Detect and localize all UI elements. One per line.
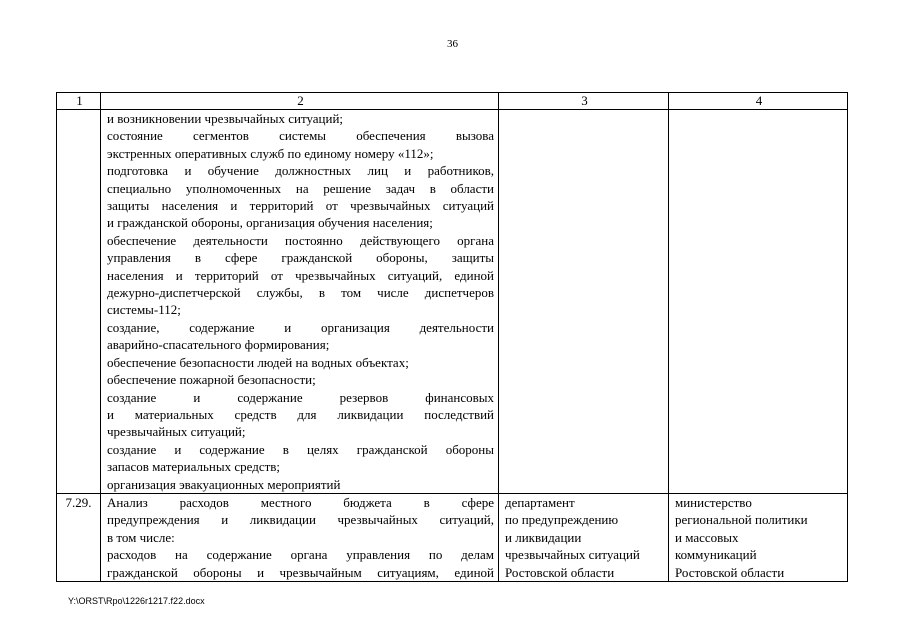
text-line: обеспечение деятельности постоянно действующего органа [107,232,494,248]
header-col-4: 4 [669,93,848,110]
text-line: департамент [505,494,575,510]
row-coordinator [669,110,848,494]
text-line: дежурно-диспетчерской службы, в том числе диспетчеров [107,285,494,301]
file-path-footer: Y:\ORST\Rpo\1226r1217.f22.docx [68,596,205,606]
text-line: министерство [675,494,752,510]
text-line: создание и содержание резервов финансовых [107,389,494,405]
text-line: Ростовской области [505,564,615,580]
text-line: и ликвидации [505,529,582,545]
document-table [56,92,848,582]
row-number [57,110,101,494]
text-line: подготовка и обучение должностных лиц и работников, [107,163,494,179]
text-line: чрезвычайных ситуаций; [107,424,246,440]
text-line: и массовых [675,529,739,545]
text-line: по предупреждению [505,512,619,528]
text-line: специально уполномоченных на решение задач в области [107,180,494,196]
text-line: создание и содержание в целях гражданской обороны [107,441,494,457]
row-number: 7.29. [57,493,101,581]
text-line: управления в сфере гражданской обороны, защиты [107,250,494,266]
header-col-3: 3 [499,93,669,110]
row-responsible [499,110,669,494]
text-line: населения и территорий от чрезвычайных ситуаций, единой [107,267,494,283]
text-line: защиты населения и территорий от чрезвычайных ситуаций [107,198,494,214]
text-line: организация эвакуационных мероприятий [107,476,341,492]
text-line: в том числе: [107,529,175,545]
text-line: и материальных средств для ликвидации последствий [107,406,494,422]
table-row [57,493,848,581]
text-line: коммуникаций [675,547,757,563]
text-line: системы-112; [107,302,181,318]
row-description [101,493,499,581]
table-header-row [57,93,848,110]
header-col-2: 2 [101,93,499,110]
text-line: экстренных оперативных служб по единому номеру «112»; [107,145,434,161]
row-coordinator [669,493,848,581]
page-number: 36 [447,38,458,50]
text-line: состояние сегментов системы обеспечения вызова [107,128,494,144]
text-line: создание, содержание и организация деятельности [107,319,494,335]
text-line: Ростовской области [675,564,785,580]
text-line: и возникновении чрезвычайных ситуаций; [107,111,344,126]
text-line: Анализ расходов местного бюджета в сфере [107,494,494,510]
row-responsible [499,493,669,581]
text-line: гражданской обороны и чрезвычайным ситуациям, единой [107,564,494,580]
text-line: чрезвычайных ситуаций [505,547,640,563]
text-line: расходов на содержание органа управления по делам [107,547,494,563]
header-col-1: 1 [57,93,101,110]
text-line: запасов материальных средств; [107,459,281,475]
text-line: аварийно-спасательного формирования; [107,337,330,353]
text-line: и гражданской обороны, организация обучения населения; [107,215,433,231]
text-line: обеспечение безопасности людей на водных объектах; [107,354,409,370]
text-line: обеспечение пожарной безопасности; [107,372,316,388]
table-row [57,110,848,494]
text-line: региональной политики [675,512,808,528]
text-line: предупреждения и ликвидации чрезвычайных ситуаций, [107,512,494,528]
row-description [101,110,499,494]
